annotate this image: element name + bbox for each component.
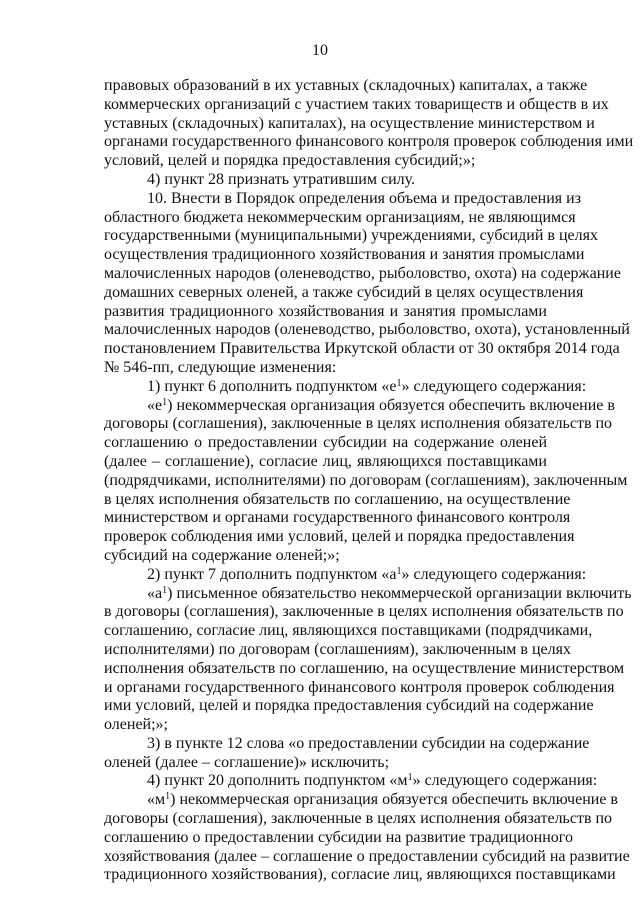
text-line-content: договоры (соглашения), заключенные в целях исполнения обязательств по [104, 415, 613, 433]
text-line [104, 509, 571, 528]
text-line [104, 152, 547, 171]
text-line [104, 547, 547, 566]
text-line-content: в целях исполнения обязательств по соглашению, на осуществление [104, 490, 571, 508]
text-line-content: 2) пункт 7 дополнить подпунктом «а [147, 565, 397, 583]
text-line [104, 359, 547, 378]
text-line-content: проверок соблюдения ими условий, целей и порядка предоставления [104, 528, 575, 546]
text-line-content: уставных (складочных) капиталах), на осуществление министерством и [104, 114, 595, 132]
text-line-continuation: ) некоммерческая организация обязуется обеспечить включение в [170, 791, 618, 809]
text-line [104, 246, 585, 265]
text-line [104, 114, 595, 134]
text-line-content: (далее – соглашение), согласие лиц, являющихся поставщиками [104, 452, 547, 470]
text-line-content: № 546-пп, следующие изменения: [104, 358, 337, 376]
text-line-content: соглашению, согласие лиц, являющихся поставщиками (подрядчиками, [104, 622, 593, 640]
text-line [104, 283, 584, 303]
text-line [104, 396, 615, 416]
text-line [104, 415, 613, 434]
text-line-content: государственными (муниципальными) учреждениями, субсидий в целях [104, 227, 598, 245]
text-line [104, 754, 547, 773]
text-line [104, 772, 598, 791]
text-line-content: хозяйствования (далее – соглашение о предоставлении субсидий на развитие [104, 847, 630, 865]
text-line [104, 622, 593, 641]
text-line-content: постановлением Правительства Иркутской области от 30 октября 2014 года [104, 340, 620, 358]
text-line-content: 10. Внести в Порядок определения объема и предоставления из [147, 189, 582, 207]
text-line-content: малочисленных народов (оленеводство, рыболовство, охота) на содержание [104, 264, 621, 282]
text-line-content: осуществления традиционного хозяйствования и занятия промыслами [104, 246, 585, 264]
superscript-index: 1 [162, 584, 168, 596]
text-line [104, 208, 576, 228]
text-line [104, 697, 594, 716]
superscript-index: 1 [162, 396, 168, 408]
text-line-continuation: ) некоммерческая организация обязуется обеспечить включение в [167, 396, 615, 414]
text-line-content: правовых образований в их уставных (складочных) капиталах, а также [104, 77, 588, 94]
text-line-content: 3) в пункте 12 слова «о предоставлении субсидии на содержание [147, 734, 590, 752]
text-line [104, 133, 634, 152]
text-line-content: 4) пункт 20 дополнить подпунктом «м [147, 772, 408, 790]
text-line-content: коммерческих организаций с участием таких товариществ и обществ в их [104, 95, 609, 113]
text-line-content: соглашению о предоставлении субсидии на развитие традиционного [104, 828, 573, 846]
text-line-content: органами государственного финансового контроля проверок соблюдения ими [104, 133, 634, 151]
text-line [104, 490, 571, 510]
text-line-content: договоры (соглашения), заключенные в целях исполнения обязательств по [104, 810, 613, 828]
text-line-content: «а [147, 584, 163, 602]
text-line [104, 453, 547, 472]
text-line [104, 810, 613, 829]
text-line [104, 303, 547, 322]
text-line-content: в договоры (соглашения), заключенные в целях исполнения обязательств по [104, 603, 624, 621]
text-line [104, 828, 573, 848]
text-line [104, 847, 630, 867]
text-line-content: исполнения обязательств по соглашению, на осуществление министерством [104, 659, 625, 677]
text-line [104, 734, 590, 754]
text-line [104, 321, 630, 340]
text-line [104, 528, 575, 547]
text-line-content: субсидий на содержание оленей;»; [104, 546, 340, 564]
superscript-index: 1 [407, 772, 413, 784]
text-line [104, 77, 588, 96]
text-line [104, 264, 621, 284]
text-line [104, 866, 616, 885]
text-line [104, 791, 618, 810]
text-line-content: исполнителями) по договорам (соглашениям), заключенным в целях [104, 640, 571, 658]
superscript-index: 1 [396, 565, 402, 577]
text-line-continuation: » следующего содержания: [401, 565, 587, 583]
text-line-content: областного бюджета некоммерческим организациям, не являющимся [104, 208, 576, 226]
superscript-index: 1 [396, 377, 402, 389]
text-line-content: домашних северных оленей, а также субсидий в целях осуществления [104, 283, 584, 301]
text-line-content: малочисленных народов (оленеводство, рыболовство, охота), установленный [104, 321, 630, 339]
text-line [104, 659, 625, 679]
text-line [104, 471, 628, 491]
text-line-content: оленей (далее – соглашение)» исключить; [104, 753, 390, 771]
text-line-content: министерством и органами государственного финансового контроля [104, 509, 571, 527]
text-line-content: «м [147, 791, 166, 809]
text-line-content: развития традиционного хозяйствования и занятия промыслами [104, 302, 547, 320]
text-line-content: и органами государственного финансового контроля проверок соблюдения [104, 678, 615, 696]
text-line-continuation: ) письменное обязательство некоммерческой организации включить [167, 584, 632, 602]
text-line-content: (подрядчиками, исполнителями) по договорам (соглашениям), заключенным [104, 471, 628, 489]
text-line [104, 584, 632, 604]
text-line [104, 434, 547, 453]
document-body [104, 77, 634, 885]
text-line [104, 189, 582, 209]
text-line [104, 171, 547, 190]
text-line-content: традиционного хозяйствования), согласие лиц, являющихся поставщиками [104, 866, 616, 884]
text-line-continuation: » следующего содержания: [401, 377, 587, 395]
text-line [104, 377, 587, 397]
text-line-content: 4) пункт 28 признать утратившим силу. [147, 170, 416, 188]
text-line [104, 565, 587, 585]
text-line [104, 716, 547, 735]
text-line [104, 640, 571, 660]
text-line [104, 95, 609, 115]
text-line-content: «е [147, 396, 163, 414]
text-line-content: соглашению о предоставлении субсидии на содержание оленей [104, 434, 547, 452]
text-line-content: условий, целей и порядка предоставления субсидий;»; [104, 152, 476, 170]
text-line-content: оленей;»; [104, 716, 168, 734]
text-line [104, 678, 615, 698]
superscript-index: 1 [165, 791, 171, 803]
text-line-continuation: » следующего содержания: [412, 772, 598, 790]
text-line-content: ими условий, целей и порядка предоставления субсидий на содержание [104, 697, 594, 715]
page-number: 10 [312, 42, 328, 59]
text-line [104, 603, 624, 622]
text-line-content: 1) пункт 6 дополнить подпунктом «е [147, 377, 397, 395]
text-line [104, 227, 598, 246]
text-line [104, 340, 620, 359]
